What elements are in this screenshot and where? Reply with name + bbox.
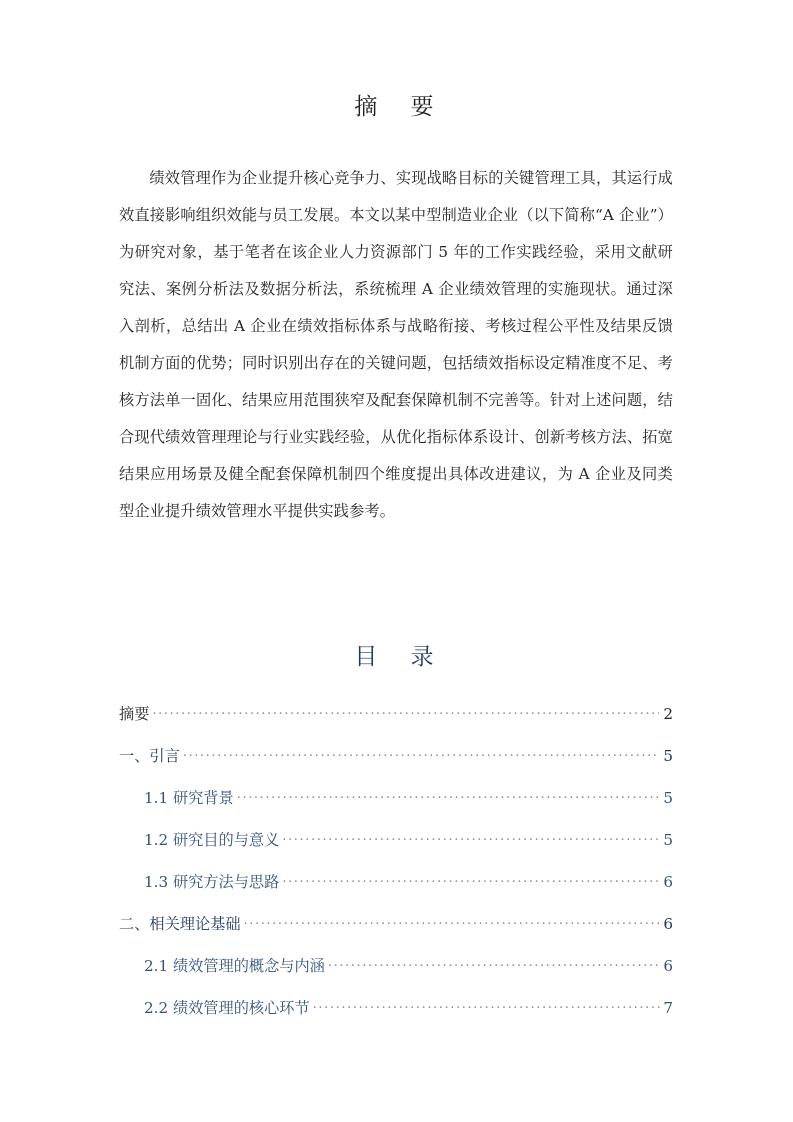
toc-entry-page-number: 6 <box>663 873 673 891</box>
toc-entry-label: 1.2 研究目的与意义 <box>144 831 280 849</box>
toc-entry-label: 2.2 绩效管理的核心环节 <box>144 999 310 1017</box>
toc-entry[interactable] <box>144 787 673 829</box>
toc-dot-leader <box>282 830 660 845</box>
toc-entry-page-number: 5 <box>663 789 673 807</box>
toc-dot-leader <box>183 746 659 761</box>
toc-dot-leader <box>152 704 659 719</box>
abstract-paragraph: 绩效管理作为企业提升核心竞争力、实现战略目标的关键管理工具，其运行成效直接影响组织效能与员工发展。本文以某中型制造业企业（以下简称“A 企业”）为研究对象，基于笔者在该企业人力资源部门 5 年的工作实践经验，采用文献研究法、案例分析法及数据分析法，系统梳理 A 企业绩效管理的实施现状。通过深入剖析，总结出 A 企业在绩效指标体系与战略衔接、考核过程公平性及结果反馈机制方面的优势；同时识别出存在的关键问题，包括绩效指标设定精准度不足、考核方法单一固化、结果应用范围狭窄及配套保障机制不完善等。针对上述问题，结合现代绩效管理理论与行业实践经验，从优化指标体系设计、创新考核方法、拓宽结果应用场景及健全配套保障机制四个维度提出具体改进建议，为 A 企业及同类型企业提升绩效管理水平提供实践参考。 <box>119 169 673 520</box>
table-of-contents-heading: 目 录 <box>354 644 439 670</box>
toc-entry-page-number: 6 <box>663 957 673 975</box>
toc-entry-label: 二、相关理论基础 <box>119 915 241 933</box>
toc-entry-page-number: 7 <box>663 999 673 1017</box>
toc-entry[interactable] <box>119 745 673 787</box>
toc-entry-label: 摘要 <box>119 705 150 723</box>
toc-entry-page-number: 2 <box>663 705 673 723</box>
toc-dot-leader <box>328 956 660 971</box>
toc-entry-label: 2.1 绩效管理的概念与内涵 <box>144 957 325 975</box>
toc-entry[interactable] <box>144 871 673 913</box>
toc-entry-page-number: 5 <box>663 747 673 765</box>
toc-entry[interactable] <box>144 997 673 1039</box>
toc-entry-page-number: 5 <box>663 831 673 849</box>
toc-dot-leader <box>313 998 660 1013</box>
toc-entry[interactable] <box>119 913 673 955</box>
toc-entry-page-number: 6 <box>663 915 673 933</box>
toc-entry[interactable] <box>119 703 673 745</box>
toc-entry[interactable] <box>144 955 673 997</box>
toc-dot-leader <box>282 872 660 887</box>
abstract-heading: 摘 要 <box>354 94 439 120</box>
toc-entry-label: 1.3 研究方法与思路 <box>144 873 280 891</box>
toc-entry-label: 1.1 研究背景 <box>144 789 234 807</box>
toc-entry-label: 一、引言 <box>119 747 180 765</box>
table-of-contents-list <box>119 703 673 1039</box>
toc-entry[interactable] <box>144 829 673 871</box>
toc-dot-leader <box>237 788 660 803</box>
toc-dot-leader <box>244 914 660 929</box>
